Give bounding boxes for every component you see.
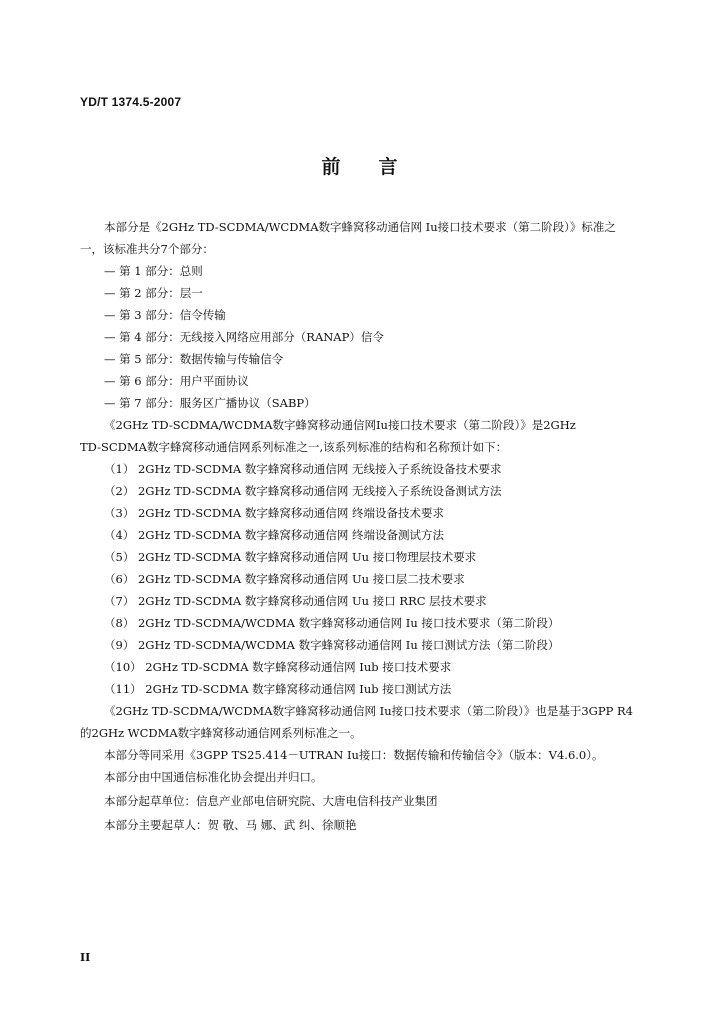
series-item: （10） 2GHz TD-SCDMA 数字蜂窝移动通信网 Iub 接口技术要求: [104, 660, 452, 674]
equivalence-statement: 本部分等同采用《3GPP TS25.414－UTRAN Iu接口：数据传输和传输信令》（版本：V4.6.0）。: [104, 748, 604, 762]
part-item: — 第 5 部分：数据传输与传输信令: [104, 352, 284, 366]
part-item: — 第 3 部分：信令传输: [104, 308, 226, 322]
page-number: II: [80, 951, 91, 964]
series-item: （2） 2GHz TD-SCDMA 数字蜂窝移动通信网 无线接入子系统设备测试方法: [104, 484, 502, 498]
document-code: YD/T 1374.5-2007: [80, 95, 182, 109]
intro-line-1: 本部分是《2GHz TD-SCDMA/WCDMA数字蜂窝移动通信网 Iu接口技术要求（第二阶段）》标准之: [104, 220, 616, 234]
drafters: 本部分主要起草人：贺 敬、马 娜、武 纠、徐顺艳: [104, 818, 357, 832]
series-item: （8） 2GHz TD-SCDMA/WCDMA 数字蜂窝移动通信网 Iu 接口技术要求（第二阶段）: [104, 616, 560, 630]
page-title: 前言: [321, 156, 436, 178]
proposer-statement: 本部分由中国通信标准化协会提出并归口。: [104, 770, 323, 784]
basis-line-2: 的2GHz WCDMA数字蜂窝移动通信网系列标准之一。: [80, 726, 362, 740]
part-item: — 第 4 部分：无线接入网络应用部分（RANAP）信令: [104, 330, 384, 344]
series-intro-line-2: TD-SCDMA数字蜂窝移动通信网系列标准之一,该系列标准的结构和名称预计如下：: [80, 440, 508, 454]
intro-line-2: 一，该标准共分7个部分：: [80, 242, 214, 256]
series-item: （5） 2GHz TD-SCDMA 数字蜂窝移动通信网 Uu 接口物理层技术要求: [104, 550, 477, 564]
series-item: （4） 2GHz TD-SCDMA 数字蜂窝移动通信网 终端设备测试方法: [104, 528, 444, 542]
part-item: — 第 1 部分：总则: [104, 264, 203, 278]
series-item: （1） 2GHz TD-SCDMA 数字蜂窝移动通信网 无线接入子系统设备技术要求: [104, 462, 502, 476]
series-item: （3） 2GHz TD-SCDMA 数字蜂窝移动通信网 终端设备技术要求: [104, 506, 444, 520]
part-item: — 第 2 部分：层一: [104, 286, 203, 300]
drafting-units: 本部分起草单位：信息产业部电信研究院、大唐电信科技产业集团: [104, 794, 438, 808]
series-item: （11） 2GHz TD-SCDMA 数字蜂窝移动通信网 Iub 接口测试方法: [104, 682, 452, 696]
part-item: — 第 7 部分：服务区广播协议（SABP）: [104, 396, 316, 410]
series-item: （7） 2GHz TD-SCDMA 数字蜂窝移动通信网 Uu 接口 RRC 层技术要求: [104, 594, 487, 608]
series-intro-line-1: 《2GHz TD-SCDMA/WCDMA数字蜂窝移动通信网Iu接口技术要求（第二阶段）》是2GHz: [104, 418, 576, 432]
basis-line-1: 《2GHz TD-SCDMA/WCDMA数字蜂窝移动通信网 Iu接口技术要求（第二阶段）》也是基于3GPP R4: [104, 704, 633, 718]
series-item: （9） 2GHz TD-SCDMA/WCDMA 数字蜂窝移动通信网 Iu 接口测试方法（第二阶段）: [104, 638, 560, 652]
part-item: — 第 6 部分：用户平面协议: [104, 374, 249, 388]
series-item: （6） 2GHz TD-SCDMA 数字蜂窝移动通信网 Uu 接口层二技术要求: [104, 572, 465, 586]
